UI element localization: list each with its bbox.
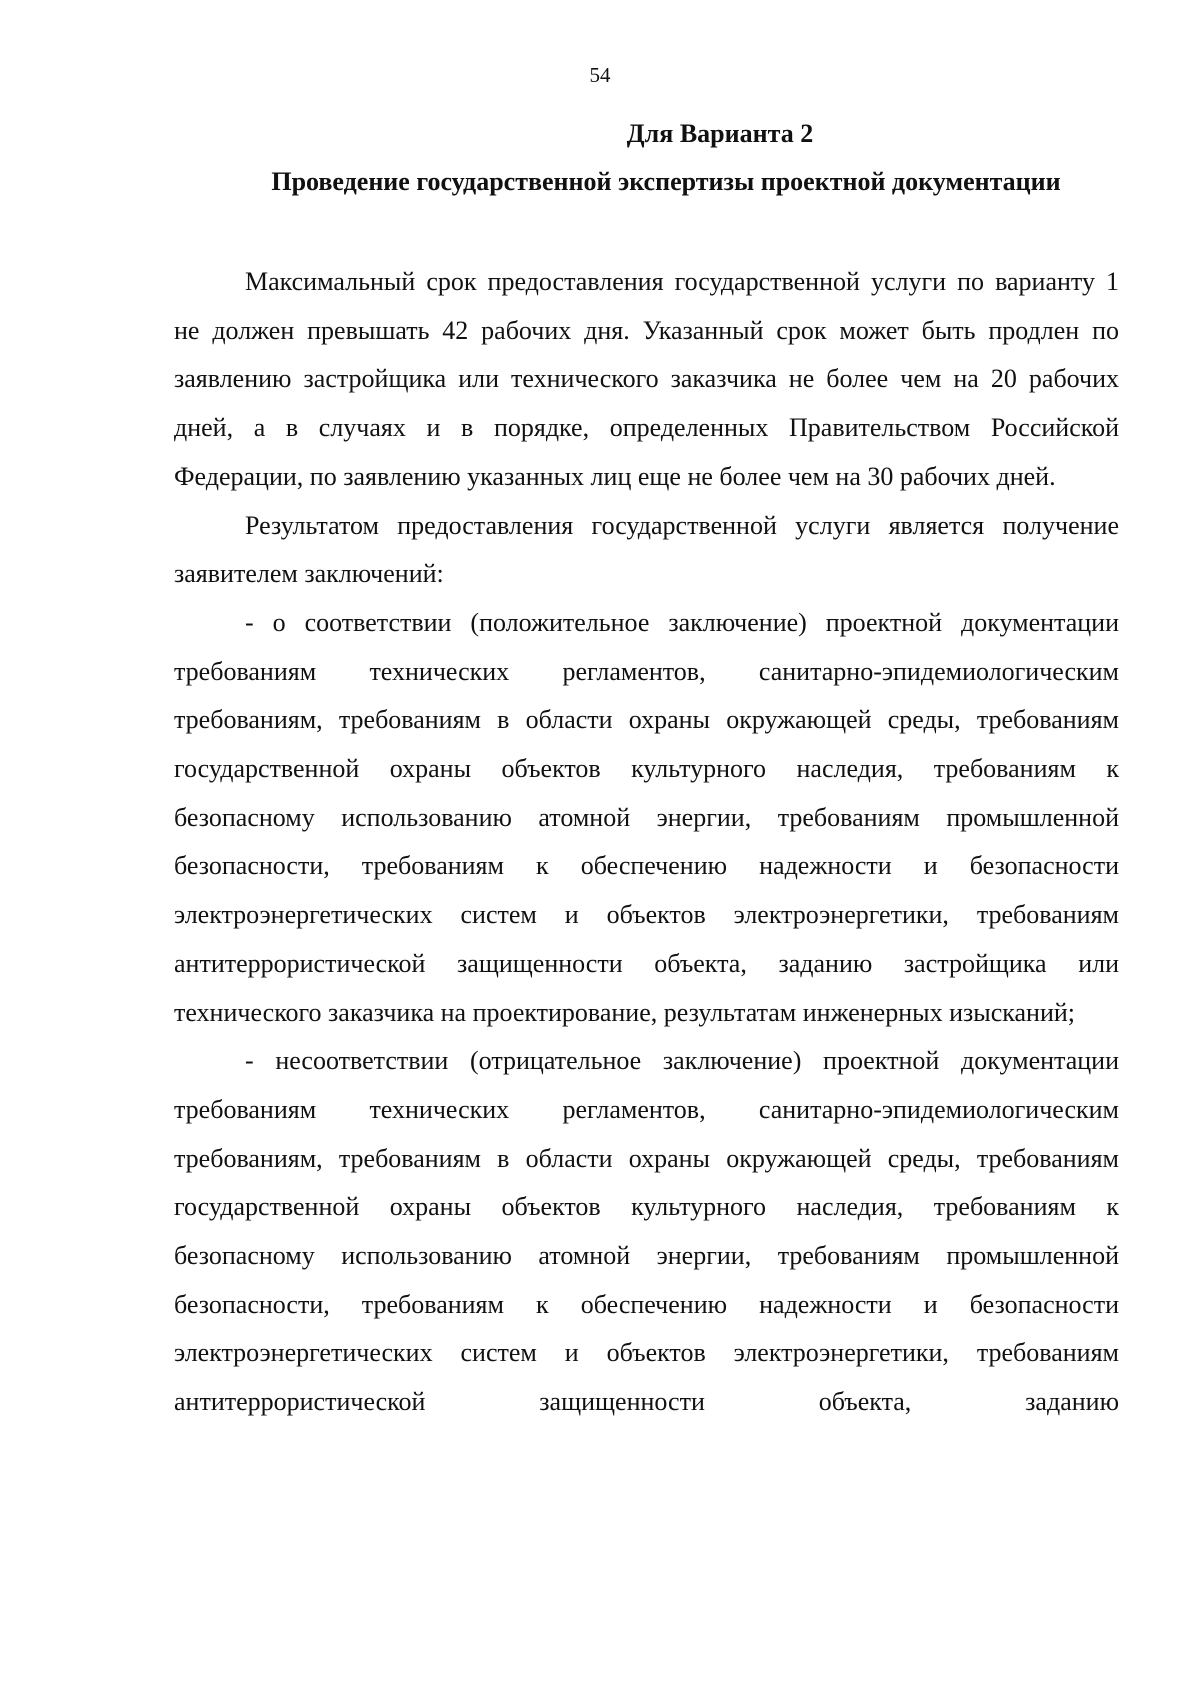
- paragraph-result: Результатом предоставления государственной услуги является получение заявителем заключений:: [174, 510, 1119, 589]
- paragraph-term: Максимальный срок предоставления государственной услуги по варианту 1 не должен превышать 42 рабочих дня. Указанный срок может быть продлен по заявлению застройщика или технического заказчика не более чем на 20 рабочих дней, а в случаях и в порядке, определенных Правительством Российской Федерации, по заявлению указанных лиц еще не более чем на 30 рабочих дней.: [174, 267, 1119, 491]
- page-number: 54: [589, 63, 611, 87]
- paragraph-positive-conclusion: - о соответствии (положительное заключение) проектной документации требованиям технических регламентов, санитарно-эпидемиологическим требованиям, требованиям в области охраны окружающей среды, требованиям государственной охраны объектов культурного наследия, требованиям к безопасному использованию атомной энергии, требованиям промышленной безопасности, требованиям к обеспечению надежности и безопасности электроэнергетических систем и объектов электроэнергетики, требованиям антитеррористической защищенности объекта, заданию застройщика или технического заказчика на проектирование, результатам инженерных изысканий;: [174, 607, 1119, 1027]
- document-body: [174, 258, 1119, 1427]
- variant-title: Для Варианта 2: [626, 119, 814, 148]
- paragraph-negative-conclusion: - несоответствии (отрицательное заключение) проектной документации требованиям технических регламентов, санитарно-эпидемиологическим требованиям, требованиям в области охраны окружающей среды, требованиям государственной охраны объектов культурного наследия, требованиям к безопасному использованию атомной энергии, требованиям промышленной безопасности, требованиям к обеспечению надежности и безопасности электроэнергетических систем и объектов электроэнергетики, требованиям антитеррористической защищенности объекта, заданию: [174, 1046, 1119, 1417]
- section-title: Проведение государственной экспертизы проектной документации: [271, 167, 1061, 196]
